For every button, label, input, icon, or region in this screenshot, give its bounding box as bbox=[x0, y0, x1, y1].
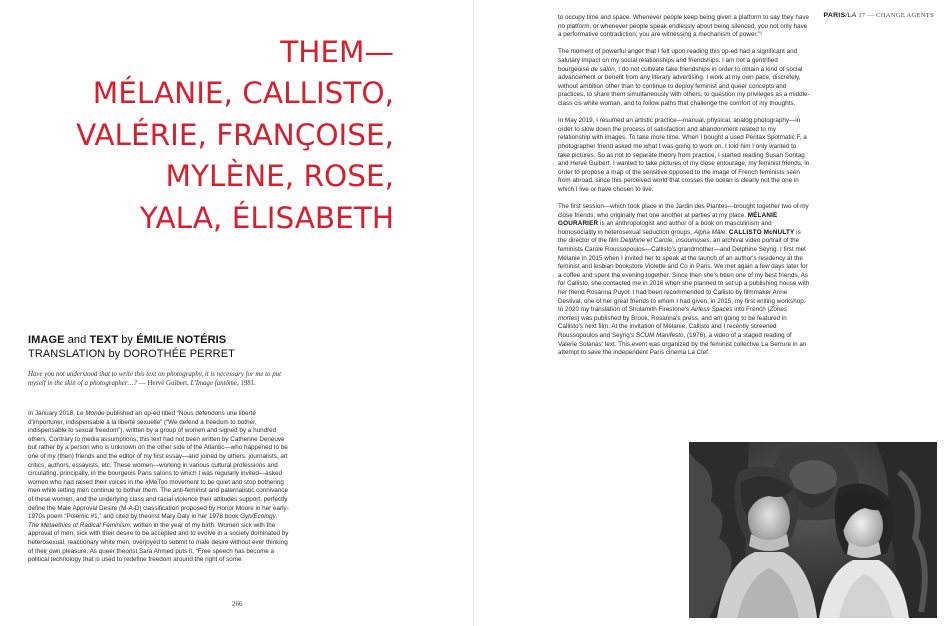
right-p2-italic: de salon bbox=[590, 65, 615, 73]
page-number-left: 266 bbox=[232, 600, 243, 608]
epigraph-quote: Have you not understood that to write this text on photography, it is necessary for me to put myself in the skin of a photographer…? bbox=[28, 371, 282, 387]
byline bbox=[28, 333, 235, 361]
byline-author: ÉMILIE NOTÉRIS bbox=[136, 334, 227, 346]
right-p4-airless-spaces: Airless Spaces bbox=[690, 306, 733, 314]
right-p4-text-i: into French ( bbox=[732, 306, 770, 314]
right-paragraph-4 bbox=[558, 203, 810, 358]
byline-text-label: TEXT bbox=[89, 334, 119, 346]
name-melanie-gourarier: MÉLANIE GOURARIER bbox=[558, 211, 778, 228]
right-p4-text-e: is the director of the film bbox=[558, 228, 801, 245]
right-p4-text-a: The first session—which took place in the Jardin des Plantes—brought together two of my close friends, who originally met one another at parties at my place. bbox=[558, 203, 809, 219]
running-head-brand-italic: /LA bbox=[845, 12, 857, 19]
right-p4-film-title: Delphine et Carole, insoumuses bbox=[620, 237, 710, 245]
headline-line-1: THEM— bbox=[280, 35, 394, 69]
right-p4-zones-mortes: Zones mortes bbox=[558, 306, 788, 322]
left-p1-newspaper: Le Monde bbox=[76, 410, 105, 417]
running-head-issue: 17 bbox=[856, 12, 866, 19]
running-head-brand: PARIS bbox=[823, 12, 846, 19]
epigraph-source: L'Image fantôme bbox=[190, 380, 237, 387]
left-p1-text-a: In January 2018, bbox=[28, 410, 77, 417]
headline-line-4: MYLÈNE, ROSE, bbox=[165, 159, 394, 194]
right-p4-book-alpha-male: Alpha Mâle bbox=[693, 228, 726, 236]
headline-line-3: VALÉRIE, FRANÇOISE, bbox=[76, 117, 394, 152]
byline-translator: DOROTHÉE PERRET bbox=[123, 348, 235, 360]
epigraph bbox=[28, 370, 290, 388]
name-callisto-mcnulty: CALLISTO McNULTY bbox=[728, 228, 795, 236]
right-p4-scum-manifesto: SCUM Manifesto bbox=[635, 331, 684, 339]
right-p2-text-a: The moment of powerful anger that I felt upon reading this op-ed had a significant and salutary impact on my social relationships and friendships. I am not a gentrified bourgeoise bbox=[558, 48, 798, 73]
left-paragraph-1 bbox=[28, 410, 290, 565]
byline-translation-by: by bbox=[105, 348, 124, 360]
byline-translation bbox=[28, 347, 235, 361]
right-paragraph-3: In May 2019, I resumed an artistic practice—manual, physical, analog photography—in order to slow down the process of satisfaction and abandonment related to my relationship with images. To take more time. When I bought a used Pentax Spotmatic F, a photographer friend asked me what I was going to work on. I told him I only wanted to take pictures. So as not to separate theory from practice, I started reading Susan Sontag and Hervé Guibert. I wanted to take pictures of my close entourage, my feminist friends, in order to propose a map of the sensitive opposed to the image of French feminists seen from abroad, since this perceived world that crosses the ocean is clearly not the one in which I live or have chosen to live. bbox=[558, 117, 810, 193]
running-head-section: — CHANGE AGENTS bbox=[865, 12, 934, 19]
byline-image-label: IMAGE bbox=[28, 334, 65, 346]
page-number-right: 267 bbox=[703, 600, 714, 608]
right-p4-text-b: is an anthropologist and author of a book on masculinism and homosociality in heterosexual seduction groups, bbox=[558, 220, 772, 236]
left-body-text bbox=[28, 410, 290, 610]
left-p1-text-e: , written in the year of my birth. Women sick with the approval of men, sick with their desire to be accepted and to evolve in a society dominated by heterosexual, reactionary white men, overjoyed to submit to male desire without ever thinking of their own pleasure. As queer theorist Sara Ahmed puts it, “Free speech has become a political technology that is used to redefine freedom around the right of some bbox=[28, 521, 289, 564]
photograph-two-women bbox=[689, 442, 937, 618]
byline-translation-label: TRANSLATION bbox=[28, 348, 106, 360]
epigraph-year: , 1981. bbox=[236, 380, 256, 387]
headline-line-5: YALA, ÉLISABETH bbox=[139, 200, 394, 235]
running-head bbox=[824, 12, 934, 19]
right-paragraph-2 bbox=[558, 48, 810, 108]
byline-and: and bbox=[64, 334, 90, 346]
right-p4-text-g: , an archival video portrait of the feminists Carole Roussopoulos—Callisto's grandmother—and Delphine Seyrig. I first met Mélanie in 2015 when I invited her to speak at the launch of an author's residency at the feminist and lesbian bookstore Violette and Co in Paris. We met again a few days later for a coffee and spent the evening together. Since then she's been one of my best friends. As for Callisto, she contacted me in 2016 when she planned to set up a publishing house with her friend Rosanna Puyol. I had been recommended to Callisto by filmmaker Anne Destival, one of her great friends to whom I had given, in 2015, my first writing workshop. In 2020 my translation of Shulamith Firestone's bbox=[558, 237, 810, 314]
right-paragraph-1: to occupy time and space. Whenever people keep being given a platform to say they have no platform, or whenever people speak endlessly about being silenced, you not only have a performative contradiction; you are witnessing a mechanism of power.”¹ bbox=[558, 14, 809, 39]
right-body-text bbox=[558, 14, 810, 386]
byline-by: by bbox=[118, 334, 137, 346]
right-p2-text-c: , I do not cultivate fake friendships in order to obtain a kind of social advancement or benefit from any literary advertising. I work at my own pace, discretely, without ambition other than to continue to deploy feminist and queer concepts and practices, to share them simultaneously with others, to question my privileges as a middle-class cis white woman, and to follow paths that challenge the comfort of my thoughts. bbox=[558, 65, 810, 107]
right-p4-text-m: , (1976), a video of a staged reading of Valerie Solanas' text. This event was organized by the feminist collective La Serrure in an attempt to save the independent Paris cinema La Clef. bbox=[558, 331, 807, 357]
left-p1-book-title: Gyn/Ecology: The Metaethics of Radical Feminism bbox=[28, 513, 278, 529]
right-p4-text-k: ) was published by Brook, Rosanna's press, and am going to be featured in Callisto's next film. At the invitation of Mélanie, Callisto and I recently screened Roussopoulos and Seyrig's bbox=[558, 314, 787, 339]
photograph-image bbox=[689, 442, 937, 618]
headline bbox=[76, 32, 394, 239]
right-p4-text-d: . bbox=[725, 228, 729, 236]
left-p1-text-c: published an op-ed titled “Nous défendons une liberté d'importuner, indispensable à la liberté sexuelle” (“We defend a freedom to bother, indispensable to sexual freedom”), written by a group of women and signed by a hundred others. Contrary to media assumptions, this text had not been written by Catherine Deneuve but rather by a person who is unknown on the other side of the Atlantic—who happened to be one of my (then) friends and the editor of my first essay—and joined by others: journalists, art critics, authors, essayists, etc. These women—working in various cultural professions and circulating, principally, in the bourgeois Paris salons to which I was regularly invited—asked women who had raised their voices in the #MeToo movement to be quiet and stop bothering men while letting men continue to bother them. The anti-feminist and paternalistic connivance of these women, and the underlying class and racial violence their attitudes support, perfectly define the Male Approval Desire (M-A-D) classification proposed by Honor Moore in her early-1970s poem “Polemic #1,” and cited by theorist Mary Daly in her 1978 book bbox=[28, 410, 289, 521]
byline-credit bbox=[28, 333, 235, 347]
headline-line-2: MÉLANIE, CALLISTO, bbox=[92, 76, 394, 111]
epigraph-attribution: — Hervé Guibert, bbox=[137, 380, 191, 387]
